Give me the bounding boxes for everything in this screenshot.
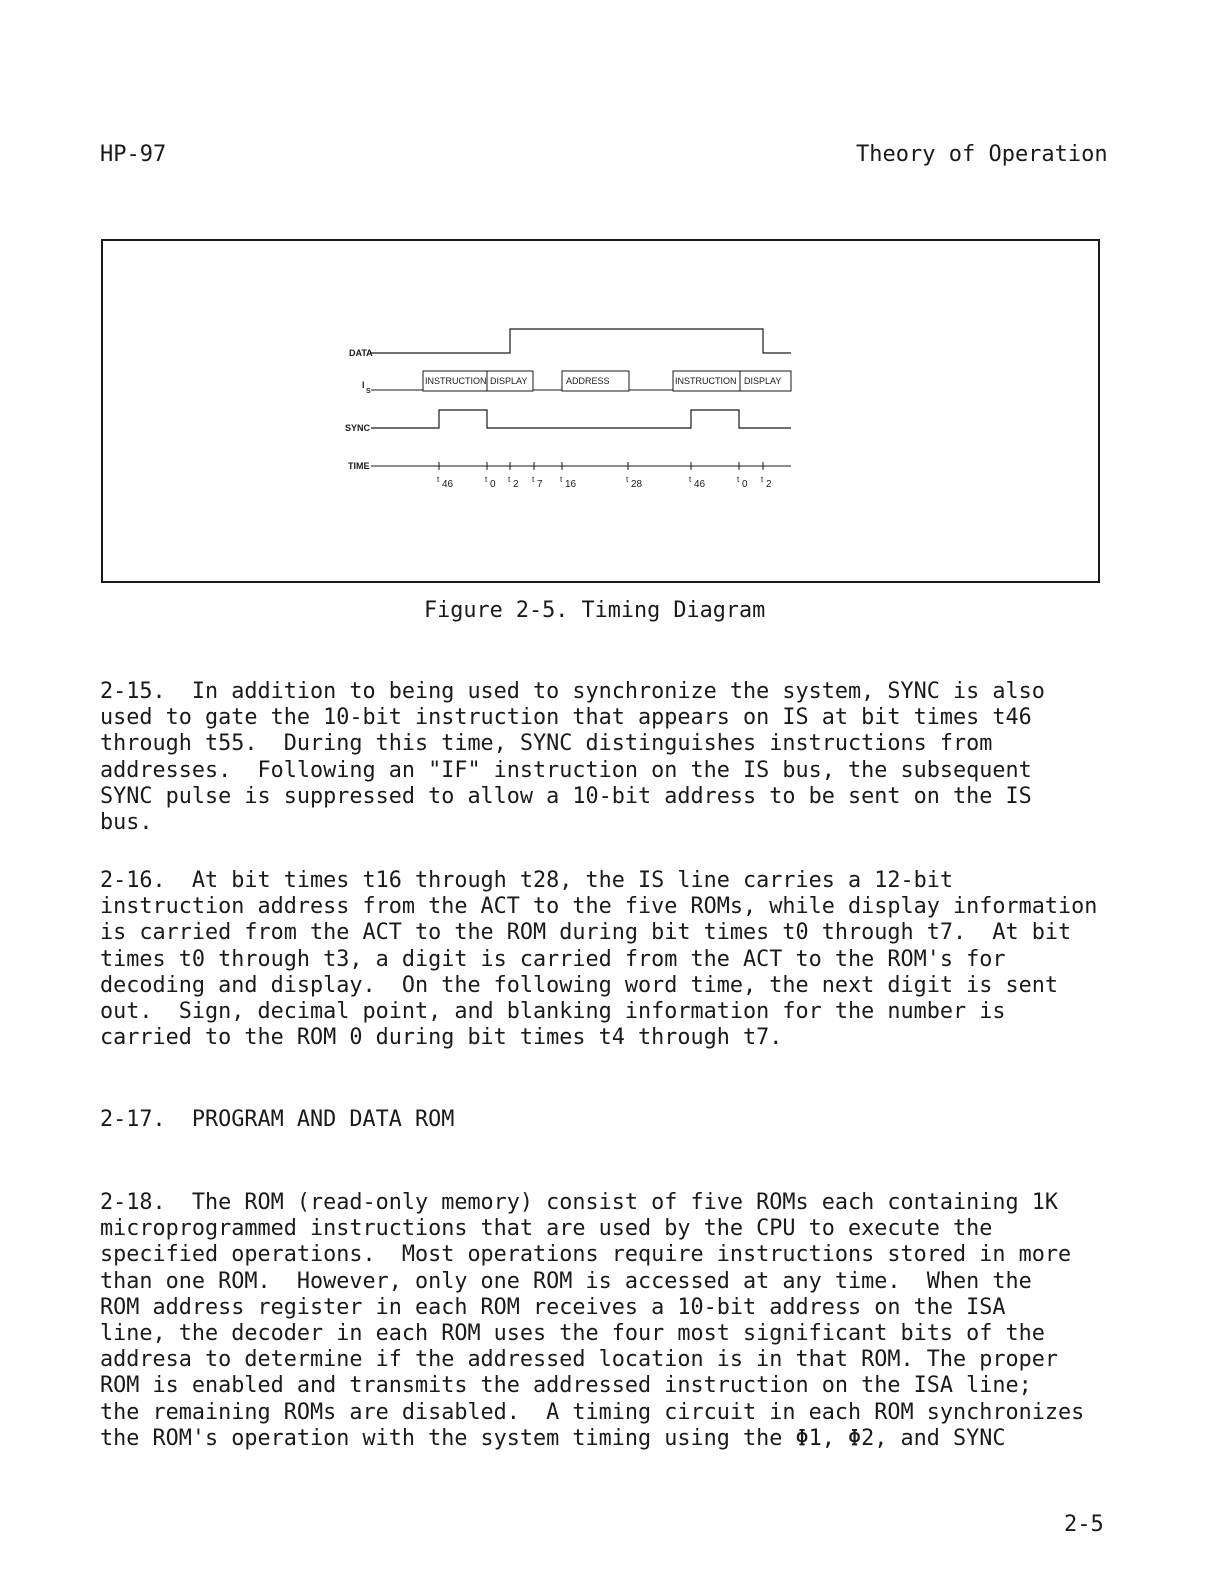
time-tick-subscript: 2: [766, 479, 772, 490]
time-tick-subscript: 46: [694, 479, 706, 490]
is-signal-label: I: [362, 380, 365, 390]
time-tick-label: t: [737, 475, 740, 484]
time-tick-label: t: [485, 475, 488, 484]
data-waveform: [371, 329, 791, 353]
page-number: 2-5: [1064, 1512, 1104, 1537]
header-section-title: Theory of Operation: [856, 142, 1108, 167]
time-tick-subscript: 7: [537, 479, 543, 490]
time-tick-label: t: [437, 475, 440, 484]
time-tick-label: t: [560, 475, 563, 484]
paragraph-2-15: 2-15. In addition to being used to synchronize the system, SYNC is also used to gate the 10-bit instruction that appears on IS at bit times t46 through t55. During this time, SYNC distinguishes instructions from addresses. Following an "IF" instruction on the IS bus, the subsequent SYNC pulse is suppressed to allow a 10-bit address to be sent on the IS bus.: [100, 679, 1045, 836]
time-tick-label: t: [508, 475, 511, 484]
time-tick-label: t: [689, 475, 692, 484]
is-signal-subscript: S: [366, 388, 371, 395]
time-tick-label: t: [626, 475, 629, 484]
figure-frame: [102, 240, 1099, 582]
time-signal-label: TIME: [348, 461, 370, 471]
header-doc-id: HP-97: [100, 142, 167, 167]
time-tick-subscript: 16: [565, 479, 577, 490]
time-tick-subscript: 46: [442, 479, 454, 490]
sync-waveform: [371, 410, 791, 428]
time-tick-subscript: 28: [631, 479, 643, 490]
display-box-1-label: DISPLAY: [490, 376, 528, 386]
time-tick-label: t: [532, 475, 535, 484]
section-heading-2-17: 2-17. PROGRAM AND DATA ROM: [100, 1107, 455, 1132]
sync-signal-label: SYNC: [345, 423, 371, 433]
instruction-box-1-label: INSTRUCTION: [425, 376, 487, 386]
figure-caption: Figure 2-5. Timing Diagram: [424, 598, 766, 623]
time-tick-label: t: [761, 475, 764, 484]
time-tick-subscript: 2: [513, 479, 519, 490]
time-tick-subscript: 0: [742, 479, 748, 490]
paragraph-2-18: 2-18. The ROM (read-only memory) consist of five ROMs each containing 1K microprogrammed instructions that are used by the CPU to execute the specified operations. Most operations require instructions stored in more than one ROM. However, only one ROM is accessed at any time. When the ROM address register in each ROM receives a 10-bit address on the ISA line, the decoder in each ROM uses the four most significant bits of the addresa to determine if the addressed location is in that ROM. The proper ROM is enabled and transmits the addressed instruction on the ISA line; the remaining ROMs are disabled. A timing circuit in each ROM synchronizes the ROM's operation with the system timing using the Φ1, Φ2, and SYNC: [100, 1190, 1085, 1451]
display-box-2-label: DISPLAY: [744, 376, 782, 386]
data-signal-label: DATA: [349, 348, 373, 358]
address-box-label: ADDRESS: [566, 376, 610, 386]
paragraph-2-16: 2-16. At bit times t16 through t28, the IS line carries a 12-bit instruction address from the ACT to the five ROMs, while display information is carried from the ACT to the ROM during bit times t0 through t7. At bit times t0 through t3, a digit is carried from the ACT to the ROM's for decoding and display. On the following word time, the next digit is sent out. Sign, decimal point, and blanking information for the number is carried to the ROM 0 during bit times t4 through t7.: [100, 868, 1098, 1051]
timing-diagram-figure: [101, 238, 1101, 584]
time-tick-subscript: 0: [490, 479, 496, 490]
instruction-box-2-label: INSTRUCTION: [675, 376, 737, 386]
